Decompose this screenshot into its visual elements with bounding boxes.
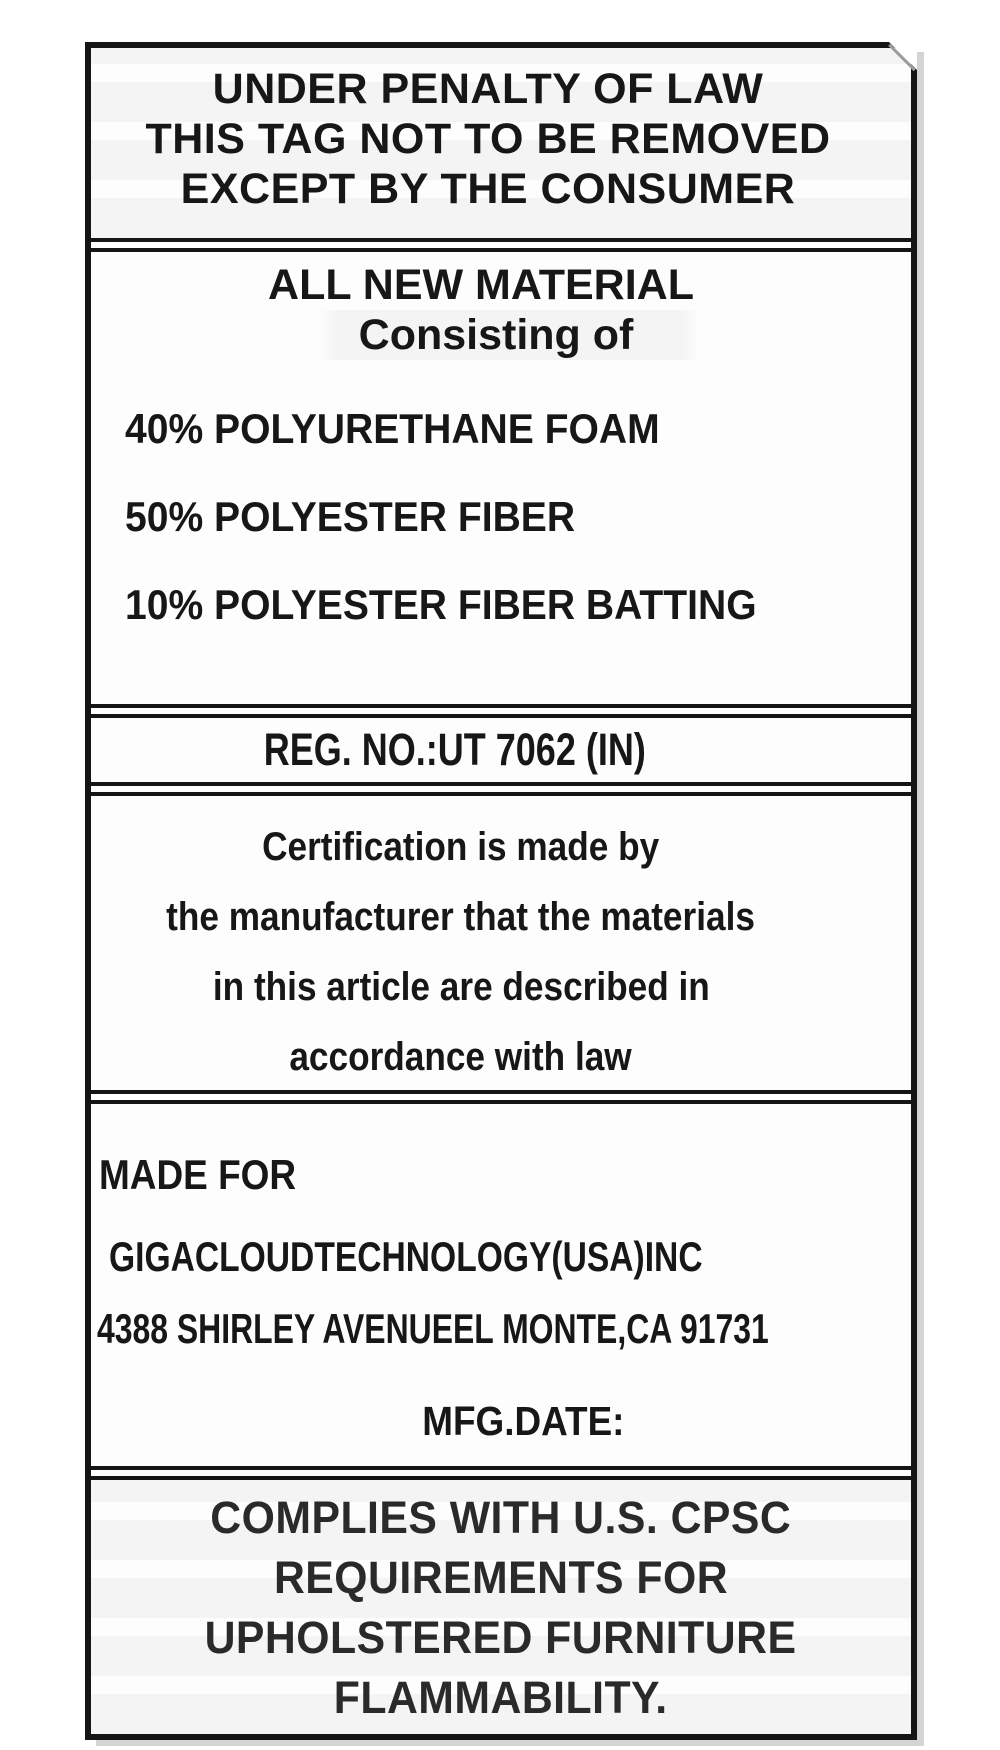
company-name-text: GIGACLOUDTECHNOLOGY(USA)INC xyxy=(109,1233,703,1280)
material-item-text: 10% POLYESTER FIBER BATTING xyxy=(125,581,757,628)
company-address xyxy=(91,1305,911,1352)
reg-no-section xyxy=(91,718,911,782)
section-divider xyxy=(91,1090,911,1104)
certification-section xyxy=(91,796,911,1090)
company-address-text: 4388 SHIRLEY AVENUEEL MONTE,CA 91731 xyxy=(97,1305,769,1352)
compliance-line xyxy=(91,1548,911,1608)
compliance-line-text: FLAMMABILITY. xyxy=(334,1672,668,1723)
certification-line-text: in this article are described in xyxy=(212,965,710,1009)
certification-line xyxy=(91,1022,831,1090)
warning-line: EXCEPT BY THE CONSUMER xyxy=(180,165,796,213)
made-for-heading-text: MADE FOR xyxy=(99,1151,297,1198)
mfg-date-label xyxy=(91,1400,911,1442)
warning-section xyxy=(91,48,911,238)
compliance-line-text: COMPLIES WITH U.S. CPSC xyxy=(210,1492,792,1543)
certification-line-text: Certification is made by xyxy=(262,825,660,869)
compliance-section xyxy=(91,1480,911,1734)
material-item xyxy=(91,405,911,452)
law-label xyxy=(85,42,917,1740)
section-divider xyxy=(91,704,911,718)
material-item xyxy=(91,493,911,540)
section-divider xyxy=(91,1466,911,1480)
materials-heading: ALL NEW MATERIAL xyxy=(268,261,694,309)
made-for-section xyxy=(91,1104,911,1466)
material-item xyxy=(91,581,911,628)
section-divider xyxy=(91,238,911,252)
mfg-date-label-text: MFG.DATE: xyxy=(421,1398,625,1444)
material-item-text: 40% POLYURETHANE FOAM xyxy=(125,405,660,452)
compliance-line xyxy=(91,1488,911,1548)
compliance-line-text: REQUIREMENTS FOR xyxy=(273,1552,729,1603)
certification-line-text: the manufacturer that the materials xyxy=(166,895,756,939)
certification-line xyxy=(91,882,831,952)
warning-line: UNDER PENALTY OF LAW xyxy=(212,65,764,113)
materials-subheading: Consisting of xyxy=(91,310,911,360)
certification-line-text: accordance with law xyxy=(289,1035,633,1079)
reg-no-text: REG. NO.:UT 7062 (IN) xyxy=(263,724,647,775)
certification-line xyxy=(91,812,831,882)
made-for-heading xyxy=(91,1151,911,1198)
material-item-text: 50% POLYESTER FIBER xyxy=(125,493,576,540)
warning-line: THIS TAG NOT TO BE REMOVED xyxy=(145,115,831,163)
certification-line xyxy=(91,952,831,1022)
compliance-line xyxy=(91,1608,911,1668)
materials-section xyxy=(91,252,911,704)
section-divider xyxy=(91,782,911,796)
compliance-line-text: UPHOLSTERED FURNITURE xyxy=(205,1612,797,1663)
compliance-line xyxy=(91,1668,911,1728)
company-name xyxy=(91,1233,911,1280)
